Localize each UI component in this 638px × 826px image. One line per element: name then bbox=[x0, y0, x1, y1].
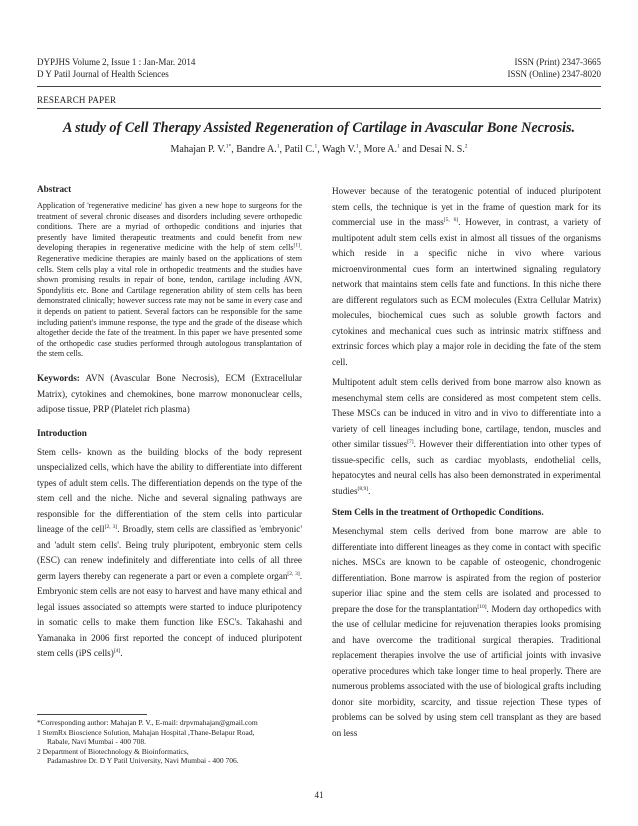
author-name: More A. bbox=[363, 144, 397, 155]
journal-volume: DYPJHS Volume 2, Issue 1 : Jan-Mar. 2014 bbox=[37, 57, 196, 67]
body-paragraph-3: Mesenchymal stem cells derived from bone marrow are able to differentiate into different lineages as they come in contact with specific niches. MSCs are known to be capable of osteogenic, chondrogenic differentiation. Bone marrow is aspirated from the region of posterior superior iliac spine and the stem cells are isolated and processed to prepare the dose for the transplantation[10]. Modern day orthopedics with the use of cellular medicine for rejuvenation therapies looks promising and have overcome the traditional surgical therapies. Traditional replacement therapies involve the use of artificial joints with invasive operative procedures which take longer time to heal properly. There are numerous problems associated with the use of biological grafts including donor site morbidity, scarcity, and tissue rejection These types of problems can be solved by using stem cell transplant as they are based on less bbox=[332, 526, 601, 738]
orthopedic-heading: Stem Cells in the treatment of Orthopedic Conditions. bbox=[332, 507, 544, 517]
introduction-heading: Introduction bbox=[37, 427, 87, 438]
section-rule bbox=[37, 108, 601, 109]
corresponding-author: *Corresponding author: Mahajan P. V., E-mail: drpvmahajan@gmail.com bbox=[37, 718, 258, 727]
body-paragraph-1: However because of the teratogenic potential of induced pluripotent stem cells, the technique is yet in the frame of question mark for its commercial use in the mass[5, 6]. However, in contrast, a variety of multipotent adult stem cells exist in almost all tissues of the organisms which reside in a specific niche in vivo where various microenvironmental cues form an intertwined signaling regulatory network that maintains stem cells fate and functions. In this niche there are different regulators such as ECM molecules (Extra Cellular Matrix) molecules, biochemical cues such as soluble growth factors and cytokines and mechanical cues such as intrinsic matrix stiffness and extrinsic forces which play a major role in deciding the fate of the stem cell. bbox=[332, 186, 601, 367]
author-affiliation-mark: 1 bbox=[276, 143, 280, 150]
issn-print: ISSN (Print) 2347-3665 bbox=[514, 57, 601, 67]
introduction-paragraph: Stem cells- known as the building blocks of the body represent unspecialized cells, which have the ability to differentiate into different types of adult stem cells. The differentiation depends on the type of the stem cell and the niche. Niche and several signaling pathways are responsible for the differentiation of the stem cells into particular lineage of the cell[2, 3]. Broadly, stem cells are classified as 'embryonic' and 'adult stem cells'. Being truly pluripotent, embryonic stem cells (ESC) can renew indefinitely and differentiate into cells of all three germ layers thereby can regenerate a part or even a complete organ[2, 3]. Embryonic stem cells are not easy to harvest and have many ethical and legal issues associated so attempts were started to induce pluripotency in somatic cells to make them function like ESC's. Takahashi and Yamanaka in 2006 first reported the concept of induced pluripotent stem cells (iPS cells)[4]. bbox=[37, 446, 302, 659]
right-column bbox=[332, 184, 601, 741]
section-tag: RESEARCH PAPER bbox=[37, 95, 117, 105]
keywords bbox=[37, 371, 302, 418]
author-affiliation-mark: 1 bbox=[397, 143, 400, 150]
author-affiliation-mark: 1* bbox=[225, 143, 232, 150]
footnote-rule bbox=[37, 714, 147, 715]
issn-online: ISSN (Online) 2347-8020 bbox=[507, 69, 601, 79]
affiliation-2-cont: Padamashree Dr. D Y Patil University, Navi Mumbai - 400 706. bbox=[47, 756, 239, 766]
author-list: Mahajan P. V.$^{1*}$, Bandre A.$^1$, Patil C.$^1$, Wagh V.$^1$, More A.$^1$ and Desai N. S.$^2$ bbox=[170, 143, 468, 155]
journal-header-left bbox=[37, 56, 195, 80]
author-name: Bandre A. bbox=[236, 144, 277, 155]
affiliation-2: 2 Department of Biotechnology & Bioinformatics, bbox=[37, 746, 189, 756]
keywords-text: AVN (Avascular Bone Necrosis), ECM (Extracellular Matrix), cytokines and chemokines, bone marrow mononuclear cells, adipose tissue, PRP (Platelet rich plasma) bbox=[37, 372, 302, 415]
author-affiliation-mark: 1 bbox=[314, 143, 318, 150]
footnotes bbox=[37, 718, 302, 766]
affiliation-1: 1 StemRx Bioscience Solution, Mahajan Hospital ,Thane-Belapur Road, bbox=[37, 727, 255, 737]
page-number: 41 bbox=[314, 790, 324, 800]
journal-name: D Y Patil Journal of Health Sciences bbox=[37, 69, 169, 79]
left-column bbox=[37, 184, 302, 662]
paper-title: A study of Cell Therapy Assisted Regeneration of Cartilage in Avascular Bone Necrosis. bbox=[62, 120, 576, 136]
author-name: Wagh V. bbox=[322, 144, 356, 155]
author-affiliation-mark: 1 bbox=[355, 143, 359, 150]
header-rule bbox=[37, 86, 601, 87]
body-paragraph-2: Multipotent adult stem cells derived from bone marrow also known as mesenchymal stem cells are considered as most competent stem cells. These MSCs can be induced in vitro and in vivo to differentiate into a variety of cell lineages including bone, cartilage, tendon, muscles and other similar tissues[7]. However their differentiation into other types of tissue-specific cells, such as cardiac myoblasts, endothelial cells, hepatocytes and neural cells has also been demonstrated in experimental studies[8,9]. bbox=[332, 377, 601, 496]
author-affiliation-mark: 2 bbox=[464, 143, 468, 150]
keywords-label: Keywords: bbox=[37, 372, 80, 383]
affiliation-1-cont: Rabale, Navi Mumbai - 400 708. bbox=[47, 737, 146, 747]
abstract-text: Application of 'regenerative medicine' has given a new hope to surgeons for the treatment of several chronic diseases and disorders including severe orthopedic conditions. There are a myriad of orthopedic conditions and injuries that presently have limited therapeutic treatments and could benefit from new developing therapies in regenerative medicine with the help of stem cells[1]. Regenerative medicine therapies are mainly based on the applications of stem cells. Stem cells play a vital role in orthopedic treatments and the studies have shown promising results in repair of bone, tendon, cartilage including AVN, Spondylitis etc. Bone and Cartilage regeneration ability of stem cells has been demonstrated clinically; however success rate may not be same in every case and it depends on patient to patient. Several factors can be responsible for the same including patient's immune response, the type and the grade of the disease which altogether decide the fate of the treatment. In this paper we have presented some of the orthopedic case studies performed through autologous transplantation of the stem cells. bbox=[37, 201, 302, 359]
author-name: Mahajan P. V. bbox=[170, 144, 226, 155]
abstract-heading: Abstract bbox=[37, 184, 72, 194]
author-name: Desai N. S. bbox=[419, 144, 465, 155]
author-name: Patil C. bbox=[284, 144, 315, 155]
journal-header-right bbox=[508, 56, 602, 80]
